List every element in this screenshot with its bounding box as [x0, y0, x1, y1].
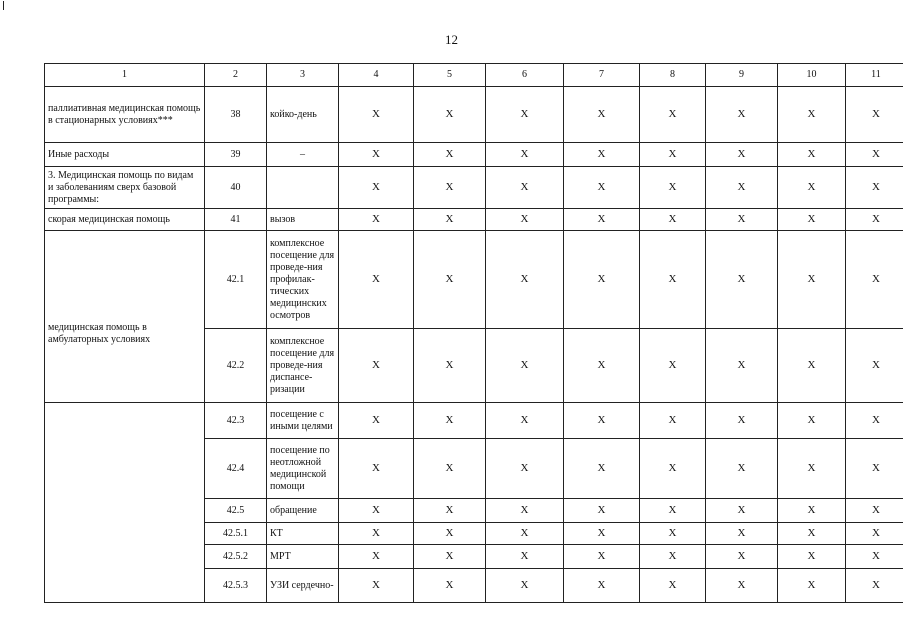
cell-mark-col-10: X: [778, 545, 846, 569]
cell-mark-col-6: X: [486, 87, 564, 143]
unit-of-measure: МРТ: [267, 545, 339, 569]
header-cell-2: 2: [205, 64, 267, 87]
cell-mark-col-8: X: [640, 231, 706, 329]
data-table: [44, 63, 903, 603]
cell-mark-col-7: X: [564, 439, 640, 499]
cell-mark-col-7: X: [564, 167, 640, 209]
header-cell-6: 6: [486, 64, 564, 87]
cell-mark-col-7: X: [564, 499, 640, 523]
cell-mark-col-9: X: [706, 545, 778, 569]
unit-of-measure: [267, 167, 339, 209]
cell-mark-col-7: X: [564, 231, 640, 329]
cell-mark-col-11: X: [846, 167, 903, 209]
row-number: 42.5.3: [205, 569, 267, 603]
cell-mark-col-10: X: [778, 143, 846, 167]
cell-mark-col-11: X: [846, 523, 903, 545]
cell-mark-col-5: X: [414, 329, 486, 403]
cell-mark-col-10: X: [778, 439, 846, 499]
cell-mark-col-11: X: [846, 545, 903, 569]
cell-mark-col-11: X: [846, 403, 903, 439]
cell-mark-col-5: X: [414, 545, 486, 569]
cell-mark-col-9: X: [706, 569, 778, 603]
header-cell-7: 7: [564, 64, 640, 87]
cell-mark-col-10: X: [778, 167, 846, 209]
cell-mark-col-8: X: [640, 499, 706, 523]
cell-mark-col-8: X: [640, 545, 706, 569]
cell-mark-col-8: X: [640, 403, 706, 439]
cell-mark-col-11: X: [846, 143, 903, 167]
header-cell-3: 3: [267, 64, 339, 87]
cell-mark-col-7: X: [564, 329, 640, 403]
cell-mark-col-4: X: [339, 167, 414, 209]
cell-mark-col-7: X: [564, 569, 640, 603]
cell-mark-col-7: X: [564, 545, 640, 569]
cell-mark-col-5: X: [414, 499, 486, 523]
cell-mark-col-4: X: [339, 329, 414, 403]
row-label: Иные расходы: [45, 143, 205, 167]
unit-of-measure: койко-день: [267, 87, 339, 143]
table-row: [45, 209, 903, 231]
cell-mark-col-7: X: [564, 403, 640, 439]
header-cell-11: 11: [846, 64, 903, 87]
row-label: [45, 403, 205, 603]
cell-mark-col-6: X: [486, 499, 564, 523]
cell-mark-col-8: X: [640, 209, 706, 231]
cell-mark-col-4: X: [339, 143, 414, 167]
cell-mark-col-8: X: [640, 143, 706, 167]
table-row: [45, 143, 903, 167]
cell-mark-col-8: X: [640, 87, 706, 143]
cell-mark-col-10: X: [778, 499, 846, 523]
unit-of-measure: УЗИ сердечно-: [267, 569, 339, 603]
cell-mark-col-8: X: [640, 523, 706, 545]
cell-mark-col-5: X: [414, 87, 486, 143]
cell-mark-col-5: X: [414, 167, 486, 209]
row-number: 42.5.1: [205, 523, 267, 545]
cell-mark-col-4: X: [339, 87, 414, 143]
cell-mark-col-6: X: [486, 523, 564, 545]
cell-mark-col-10: X: [778, 231, 846, 329]
cell-mark-col-5: X: [414, 439, 486, 499]
cell-mark-col-9: X: [706, 523, 778, 545]
unit-of-measure: КТ: [267, 523, 339, 545]
table-row: [45, 167, 903, 209]
table-row: [45, 403, 903, 439]
cell-mark-col-11: X: [846, 231, 903, 329]
cell-mark-col-9: X: [706, 87, 778, 143]
cell-mark-col-10: X: [778, 87, 846, 143]
cell-mark-col-11: X: [846, 439, 903, 499]
cell-mark-col-11: X: [846, 209, 903, 231]
row-number: 42.3: [205, 403, 267, 439]
cell-mark-col-4: X: [339, 439, 414, 499]
cell-mark-col-6: X: [486, 209, 564, 231]
cell-mark-col-9: X: [706, 143, 778, 167]
row-number: 41: [205, 209, 267, 231]
cell-mark-col-7: X: [564, 143, 640, 167]
cell-mark-col-4: X: [339, 523, 414, 545]
cell-mark-col-4: X: [339, 569, 414, 603]
cell-mark-col-5: X: [414, 209, 486, 231]
cell-mark-col-9: X: [706, 231, 778, 329]
table-body: [45, 87, 903, 603]
row-number: 39: [205, 143, 267, 167]
cell-mark-col-10: X: [778, 523, 846, 545]
cell-mark-col-4: X: [339, 545, 414, 569]
cell-mark-col-9: X: [706, 329, 778, 403]
row-number: 42.4: [205, 439, 267, 499]
cell-mark-col-10: X: [778, 329, 846, 403]
cell-mark-col-5: X: [414, 231, 486, 329]
cell-mark-col-4: X: [339, 209, 414, 231]
cell-mark-col-7: X: [564, 209, 640, 231]
cell-mark-col-7: X: [564, 87, 640, 143]
cell-mark-col-5: X: [414, 523, 486, 545]
page-number: 12: [445, 32, 458, 47]
cell-mark-col-4: X: [339, 231, 414, 329]
cell-mark-col-8: X: [640, 167, 706, 209]
row-number: 42.1: [205, 231, 267, 329]
cell-mark-col-9: X: [706, 167, 778, 209]
cell-mark-col-9: X: [706, 439, 778, 499]
cell-mark-col-4: X: [339, 403, 414, 439]
row-label: 3. Медицинская помощь по видам и заболеваниям сверх базовой программы:: [45, 167, 205, 209]
unit-of-measure: обращение: [267, 499, 339, 523]
cell-mark-col-11: X: [846, 87, 903, 143]
cell-mark-col-8: X: [640, 329, 706, 403]
unit-of-measure: комплексное посещение для проведе-ния профилак-тических медицинских осмотров: [267, 231, 339, 329]
row-label: паллиативная медицинская помощь в стационарных условиях***: [45, 87, 205, 143]
cell-mark-col-5: X: [414, 569, 486, 603]
unit-of-measure: комплексное посещение для проведе-ния диспансе-ризации: [267, 329, 339, 403]
scan-mark: [3, 1, 4, 10]
header-cell-8: 8: [640, 64, 706, 87]
header-cell-1: 1: [45, 64, 205, 87]
table-row: [45, 231, 903, 329]
cell-mark-col-6: X: [486, 569, 564, 603]
cell-mark-col-4: X: [339, 499, 414, 523]
cell-mark-col-6: X: [486, 167, 564, 209]
cell-mark-col-6: X: [486, 545, 564, 569]
cell-mark-col-10: X: [778, 569, 846, 603]
unit-of-measure: посещение по неотложной медицинской помощи: [267, 439, 339, 499]
cell-mark-col-9: X: [706, 403, 778, 439]
unit-of-measure: –: [267, 143, 339, 167]
row-number: 42.5: [205, 499, 267, 523]
cell-mark-col-8: X: [640, 569, 706, 603]
table-row: [45, 87, 903, 143]
cell-mark-col-8: X: [640, 439, 706, 499]
unit-of-measure: вызов: [267, 209, 339, 231]
header-cell-9: 9: [706, 64, 778, 87]
header-cell-4: 4: [339, 64, 414, 87]
cell-mark-col-10: X: [778, 403, 846, 439]
unit-of-measure: посещение с иными целями: [267, 403, 339, 439]
cell-mark-col-10: X: [778, 209, 846, 231]
header-cell-10: 10: [778, 64, 846, 87]
cell-mark-col-5: X: [414, 403, 486, 439]
row-label: скорая медицинская помощь: [45, 209, 205, 231]
cell-mark-col-6: X: [486, 143, 564, 167]
row-number: 38: [205, 87, 267, 143]
cell-mark-col-11: X: [846, 329, 903, 403]
cell-mark-col-7: X: [564, 523, 640, 545]
cell-mark-col-9: X: [706, 209, 778, 231]
cell-mark-col-6: X: [486, 439, 564, 499]
row-number: 40: [205, 167, 267, 209]
row-number: 42.2: [205, 329, 267, 403]
row-label: медицинская помощь в амбулаторных условиях: [45, 231, 205, 403]
cell-mark-col-6: X: [486, 231, 564, 329]
cell-mark-col-6: X: [486, 329, 564, 403]
cell-mark-col-11: X: [846, 499, 903, 523]
cell-mark-col-6: X: [486, 403, 564, 439]
header-row: [45, 64, 903, 87]
header-cell-5: 5: [414, 64, 486, 87]
cell-mark-col-11: X: [846, 569, 903, 603]
row-number: 42.5.2: [205, 545, 267, 569]
cell-mark-col-5: X: [414, 143, 486, 167]
cell-mark-col-9: X: [706, 499, 778, 523]
